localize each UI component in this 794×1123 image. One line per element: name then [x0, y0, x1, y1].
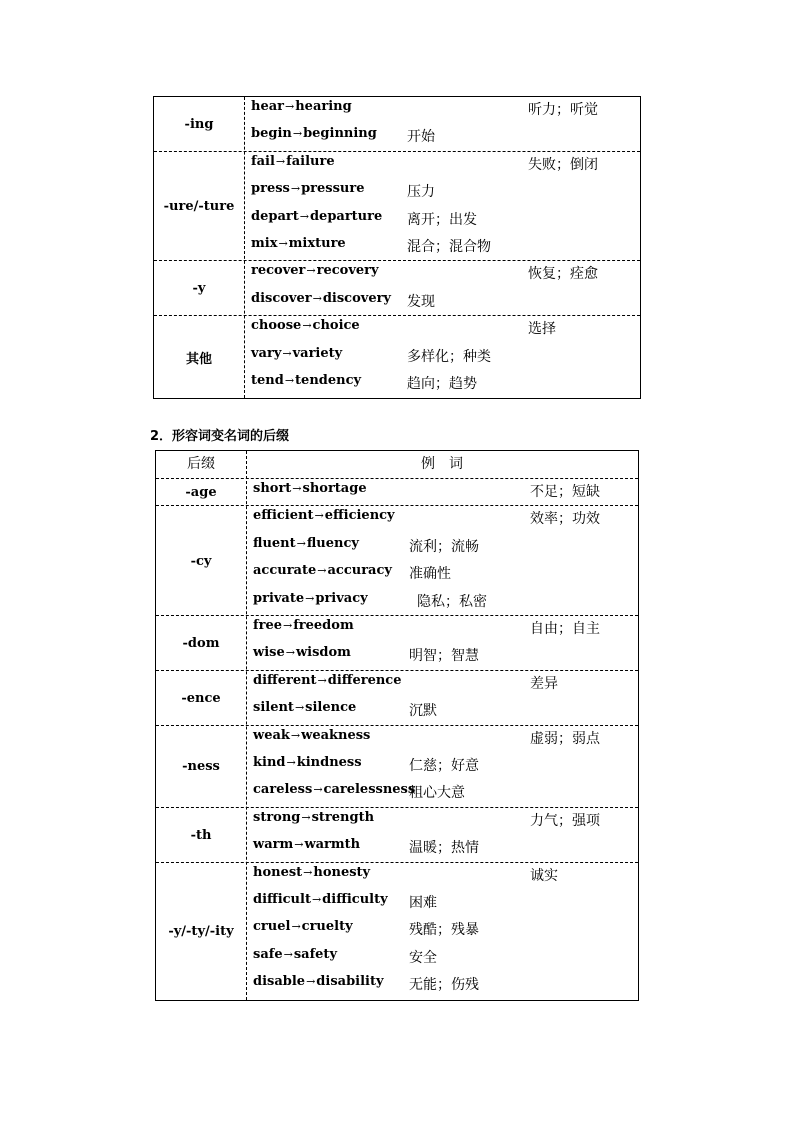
meaning: 听力；听觉	[528, 102, 598, 118]
derived-noun: difference	[327, 672, 402, 688]
meaning: 选择	[528, 321, 556, 338]
arrow-icon: →	[275, 154, 286, 168]
word-pair	[251, 373, 361, 388]
word-entry	[154, 373, 640, 393]
word-entry	[156, 481, 638, 501]
base-word: accurate	[253, 563, 317, 579]
arrow-icon: →	[296, 536, 306, 550]
word-pair	[251, 263, 379, 278]
base-word: kind	[253, 755, 286, 770]
word-pair	[253, 700, 356, 715]
derived-noun: honesty	[313, 864, 371, 880]
suffix-cell: -ence	[181, 690, 221, 706]
section-title: 2．形容词变名词的后缀	[150, 429, 290, 444]
meaning: 困难	[409, 895, 437, 911]
word-entry	[154, 291, 640, 311]
word-pair	[251, 181, 365, 196]
meaning: 恢复；痊愈	[528, 266, 598, 283]
word-pair	[251, 99, 352, 114]
base-word: fluent	[253, 535, 296, 551]
suffix-cell: -ing	[184, 116, 214, 132]
word-entry	[156, 919, 638, 939]
word-entry	[154, 236, 640, 256]
word-pair	[253, 947, 337, 962]
derived-noun: cruelty	[301, 919, 353, 935]
meaning: 明智；智慧	[409, 648, 479, 665]
arrow-icon: →	[282, 346, 292, 360]
meaning: 隐私；私密	[417, 593, 487, 610]
word-entry	[156, 508, 638, 528]
word-pair	[253, 481, 367, 496]
arrow-icon: →	[291, 920, 301, 934]
base-word: fail	[251, 153, 275, 169]
base-word: difficult	[253, 892, 311, 907]
word-entry	[154, 346, 640, 366]
derived-noun: carelessness	[323, 782, 416, 798]
suffix-cell: -ure/-ture	[163, 199, 235, 215]
word-pair	[253, 618, 354, 633]
noun-suffix-table-1	[153, 96, 641, 399]
derived-noun: privacy	[315, 590, 368, 606]
derived-noun: shortage	[302, 481, 367, 496]
noun-suffix-table-2	[155, 450, 639, 1001]
derived-noun: strength	[311, 809, 375, 825]
arrow-icon: →	[286, 756, 296, 769]
meaning: 安全	[409, 949, 437, 966]
suffix-cell: -cy	[190, 553, 212, 569]
word-pair	[253, 974, 384, 989]
word-entry	[156, 892, 638, 912]
arrow-icon: →	[317, 564, 327, 578]
derived-noun: freedom	[293, 618, 354, 633]
base-word: mix	[251, 236, 278, 251]
derived-noun: efficiency	[324, 508, 395, 524]
word-entry	[156, 591, 638, 611]
derived-noun: kindness	[296, 755, 362, 770]
suffix-cell: -y	[192, 281, 206, 297]
word-entry	[156, 782, 638, 802]
arrow-icon: →	[302, 319, 312, 333]
base-word: short	[253, 481, 292, 496]
base-word: strong	[253, 809, 301, 825]
derived-noun: mixture	[288, 236, 346, 251]
meaning: 残酷；残暴	[409, 922, 479, 939]
word-entry	[156, 810, 638, 830]
arrow-icon: →	[305, 591, 315, 605]
word-entry	[154, 99, 640, 119]
word-pair	[251, 291, 391, 306]
derived-noun: fluency	[306, 535, 359, 551]
word-pair	[253, 892, 388, 907]
arrow-icon: →	[278, 237, 288, 250]
arrow-icon: →	[294, 838, 304, 852]
meaning: 仁慈；好意	[409, 758, 479, 774]
derived-noun: failure	[286, 153, 335, 169]
meaning: 虚弱；弱点	[530, 730, 600, 747]
arrow-icon: →	[301, 810, 311, 824]
derived-noun: tendency	[295, 373, 362, 388]
base-word: depart	[251, 208, 299, 224]
arrow-icon: →	[313, 783, 323, 797]
word-pair	[253, 865, 370, 880]
meaning: 差异	[530, 675, 558, 692]
word-pair	[253, 728, 370, 743]
base-word: private	[253, 590, 305, 606]
meaning: 准确性	[409, 566, 451, 583]
word-pair	[253, 563, 392, 578]
derived-noun: wisdom	[295, 645, 351, 661]
arrow-icon: →	[312, 291, 322, 305]
derived-noun: difficulty	[322, 892, 388, 907]
meaning: 不足；短缺	[530, 484, 600, 500]
derived-noun: warmth	[304, 837, 361, 853]
meaning: 温暖；热情	[409, 840, 479, 857]
word-entry	[154, 181, 640, 201]
base-word: careless	[253, 782, 313, 798]
base-word: warm	[253, 837, 294, 853]
meaning: 多样化；种类	[407, 348, 491, 365]
base-word: wise	[253, 645, 285, 661]
meaning: 粗心大意	[409, 785, 465, 802]
arrow-icon: →	[283, 947, 293, 961]
derived-noun: beginning	[303, 126, 377, 142]
word-entry	[156, 645, 638, 665]
base-word: safe	[253, 946, 283, 962]
word-pair	[251, 126, 377, 141]
word-entry	[154, 209, 640, 229]
word-entry	[156, 755, 638, 775]
derived-noun: departure	[309, 208, 383, 224]
word-entry	[156, 837, 638, 857]
meaning: 无能；伤残	[409, 977, 479, 994]
word-pair	[253, 508, 395, 523]
derived-noun: pressure	[301, 181, 365, 197]
arrow-icon: →	[299, 209, 309, 223]
word-pair	[251, 346, 342, 361]
word-entry	[156, 728, 638, 748]
word-pair	[253, 919, 353, 934]
word-pair	[253, 673, 402, 688]
base-word: tend	[251, 373, 284, 388]
meaning: 混合；混合物	[407, 239, 491, 255]
meaning: 诚实	[530, 867, 558, 884]
meaning: 失败；倒闭	[528, 156, 598, 173]
base-word: honest	[253, 864, 303, 880]
arrow-icon: →	[282, 619, 293, 632]
base-word: discover	[251, 290, 312, 306]
word-pair	[253, 591, 368, 606]
arrow-icon: →	[292, 127, 303, 141]
suffix-cell: -dom	[182, 635, 220, 651]
meaning: 趋向；趋势	[407, 376, 477, 392]
base-word: hear	[251, 99, 284, 114]
arrow-icon: →	[294, 701, 305, 715]
arrow-icon: →	[290, 728, 301, 742]
arrow-icon: →	[284, 374, 295, 387]
arrow-icon: →	[314, 509, 324, 523]
word-entry	[156, 865, 638, 885]
suffix-cell: -age	[185, 485, 217, 501]
word-entry	[156, 536, 638, 556]
arrow-icon: →	[306, 975, 316, 989]
suffix-cell: -y/-ty/-ity	[168, 923, 234, 939]
arrow-icon: →	[317, 673, 327, 687]
word-pair	[251, 236, 346, 251]
suffix-cell: 其他	[185, 351, 212, 367]
derived-noun: accuracy	[327, 563, 392, 579]
meaning: 效率；功效	[530, 511, 600, 528]
derived-noun: weakness	[301, 727, 371, 743]
word-entry	[156, 700, 638, 720]
word-entry	[156, 563, 638, 583]
base-word: efficient	[253, 508, 314, 524]
suffix-cell: -th	[190, 827, 212, 843]
header-suffix: 后缀	[187, 456, 215, 472]
meaning: 开始	[407, 129, 435, 146]
arrow-icon: →	[285, 646, 295, 660]
arrow-icon: →	[290, 182, 301, 196]
arrow-icon: →	[292, 482, 302, 495]
arrow-icon: →	[285, 100, 295, 113]
derived-noun: silence	[305, 700, 357, 716]
base-word: weak	[253, 727, 290, 743]
word-pair	[251, 318, 360, 333]
header-examples: 例 词	[421, 456, 463, 472]
word-pair	[253, 837, 360, 852]
meaning: 沉默	[409, 703, 437, 720]
meaning: 发现	[407, 293, 435, 310]
derived-noun: disability	[316, 974, 384, 990]
word-entry	[154, 318, 640, 338]
arrow-icon: →	[303, 865, 313, 879]
base-word: choose	[251, 318, 302, 334]
meaning: 离开；出发	[407, 211, 477, 228]
meaning: 自由；自主	[530, 621, 600, 637]
word-pair	[253, 755, 362, 770]
base-word: vary	[251, 345, 282, 361]
derived-noun: choice	[312, 318, 360, 334]
derived-noun: variety	[292, 345, 343, 361]
word-entry	[156, 673, 638, 693]
word-entry	[154, 126, 640, 146]
word-pair	[253, 810, 374, 825]
base-word: begin	[251, 126, 292, 142]
derived-noun: hearing	[295, 99, 352, 114]
base-word: silent	[253, 700, 294, 716]
word-pair	[253, 782, 415, 797]
derived-noun: safety	[293, 946, 337, 962]
arrow-icon: →	[311, 893, 322, 906]
suffix-cell: -ness	[182, 759, 220, 775]
word-entry	[156, 947, 638, 967]
base-word: disable	[253, 974, 306, 990]
word-entry	[156, 618, 638, 638]
word-pair	[251, 154, 335, 169]
word-pair	[253, 536, 359, 551]
meaning: 压力	[407, 184, 435, 201]
derived-noun: discovery	[322, 290, 391, 306]
base-word: press	[251, 181, 290, 197]
word-entry	[154, 154, 640, 174]
base-word: recover	[251, 263, 306, 279]
word-entry	[156, 974, 638, 994]
arrow-icon: →	[306, 264, 316, 278]
base-word: different	[253, 672, 317, 688]
base-word: cruel	[253, 919, 291, 935]
derived-noun: recovery	[316, 263, 379, 279]
meaning: 流利；流畅	[409, 538, 479, 555]
word-pair	[251, 209, 382, 224]
base-word: free	[253, 618, 282, 633]
word-pair	[253, 645, 351, 660]
meaning: 力气；强项	[530, 812, 600, 829]
word-entry	[154, 263, 640, 283]
